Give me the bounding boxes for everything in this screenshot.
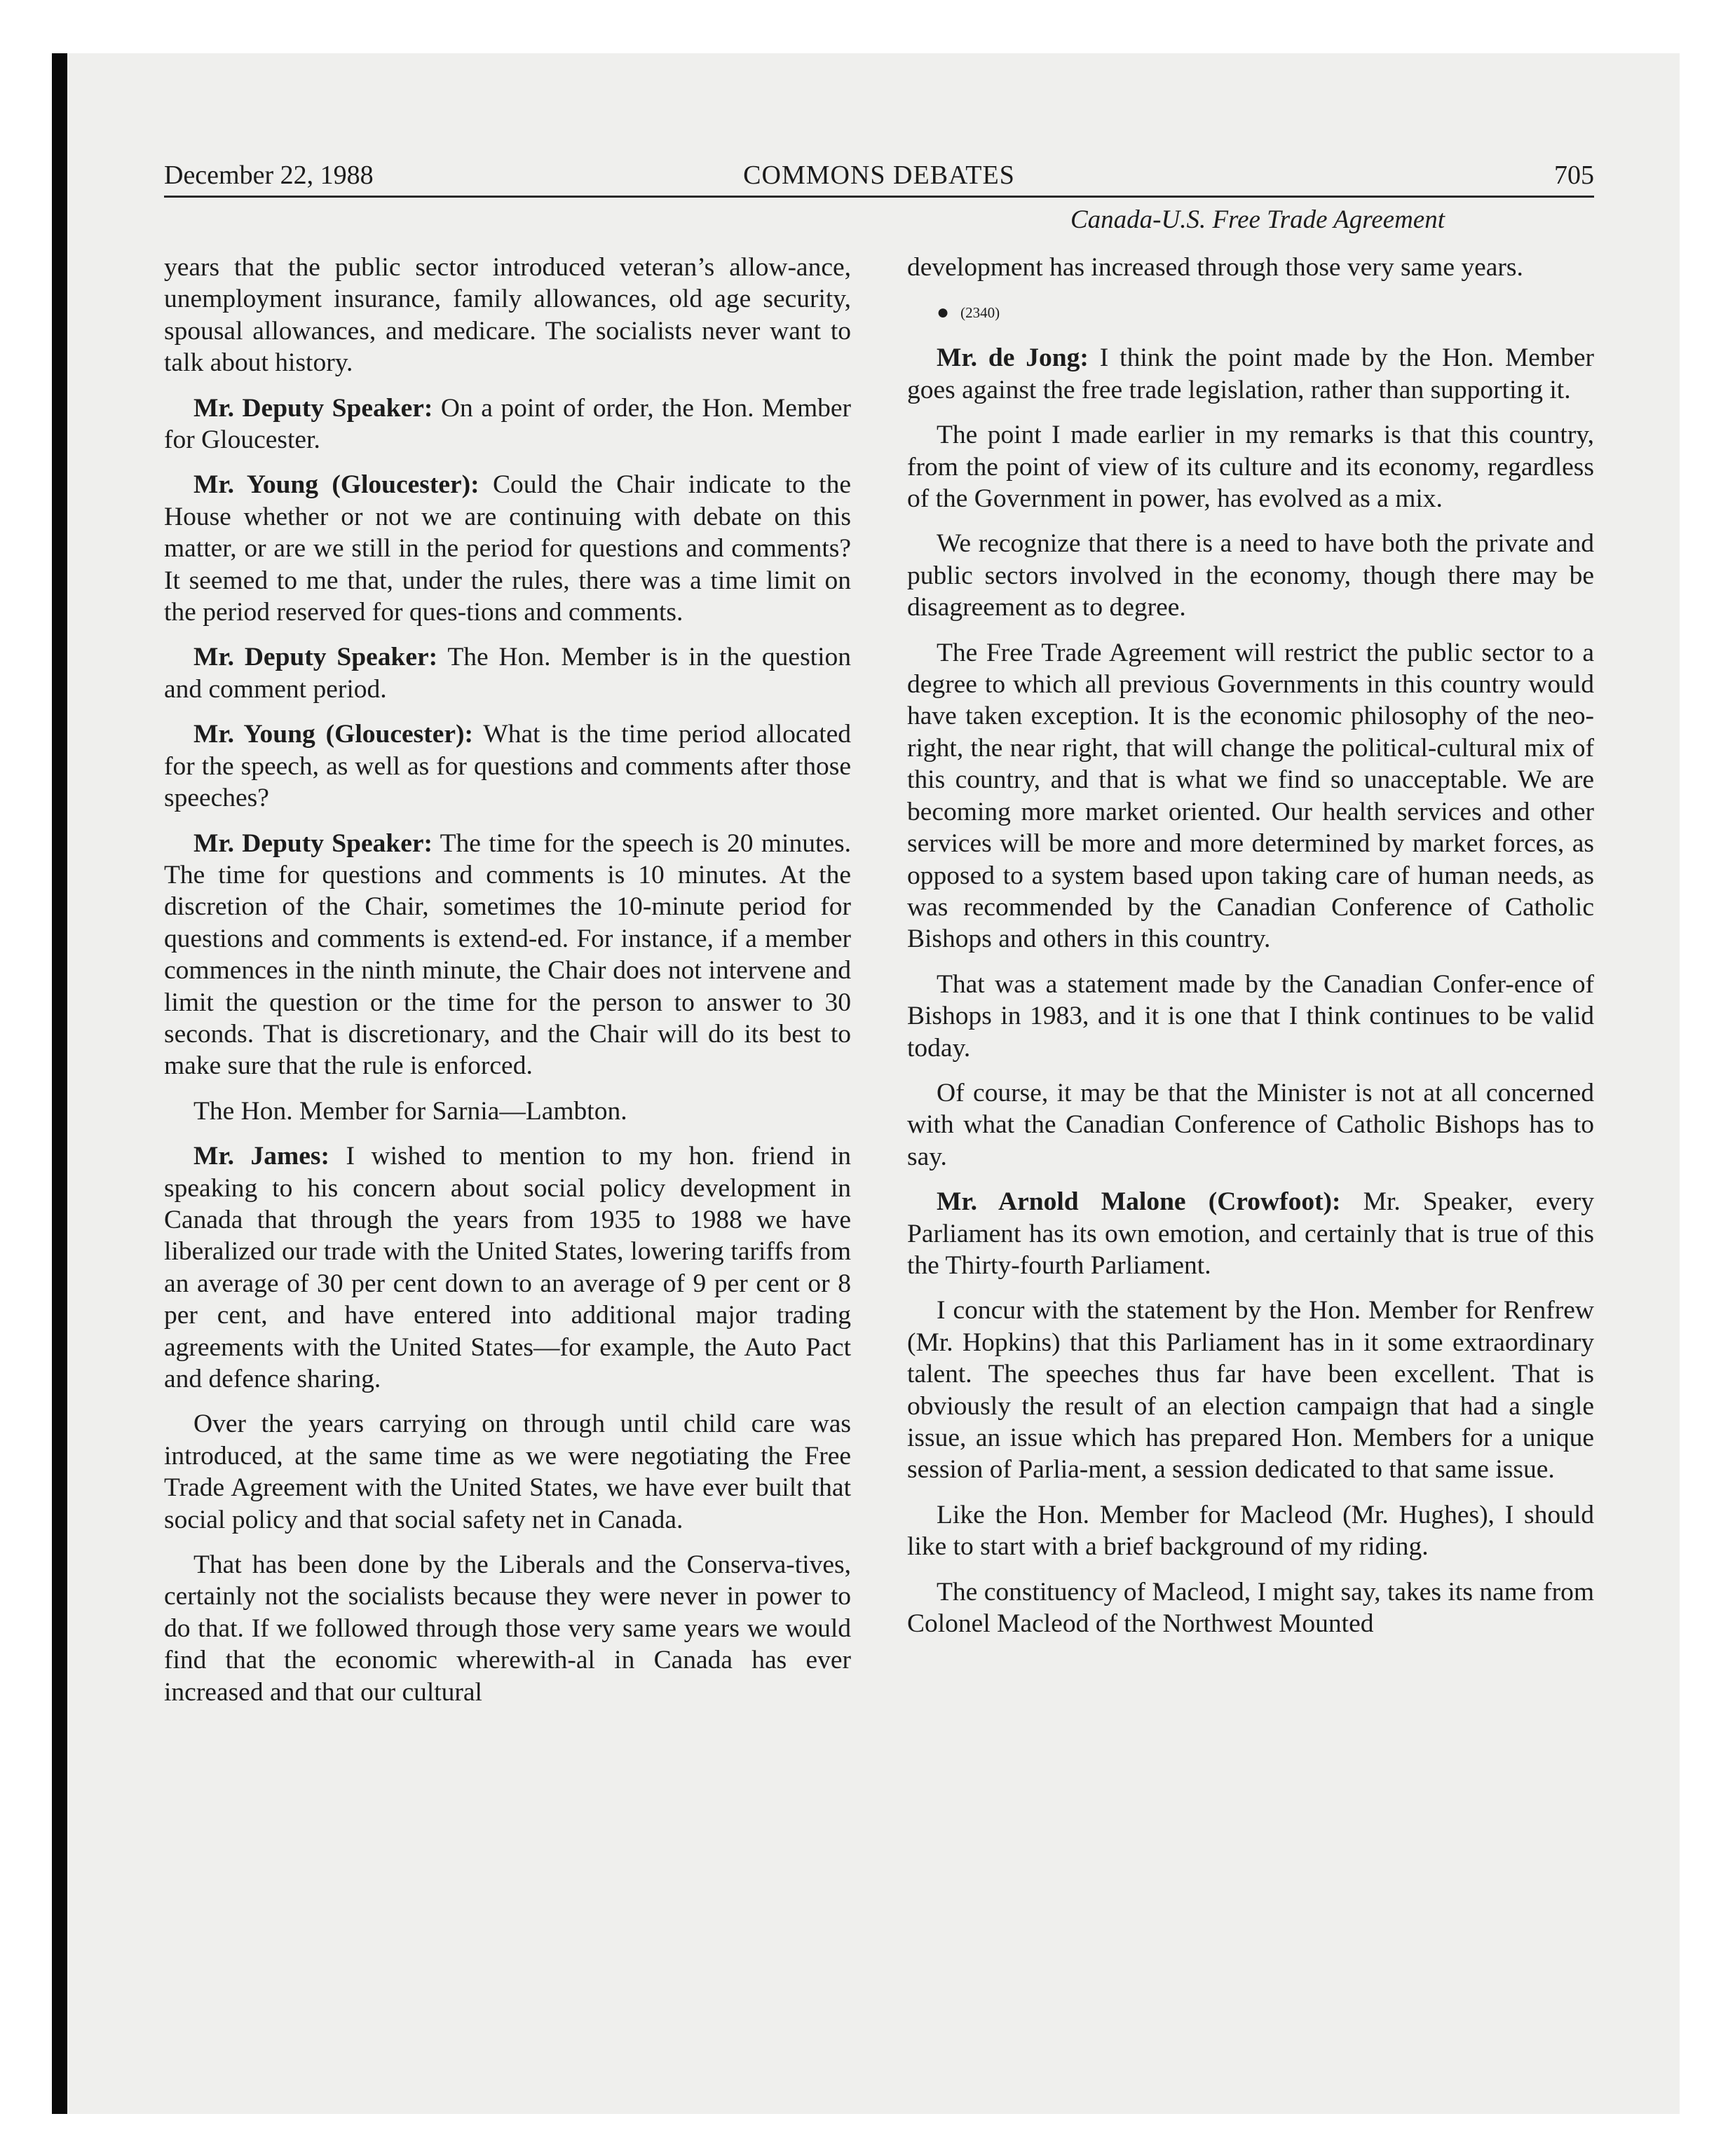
paragraph-text: The Free Trade Agreement will restrict the public sector to a degree to which all previous Governments in this country would have taken exception. It is the economic philosophy of the neo-right, the near right, that will change the political-cultural mix of this country, and that is what we find so unacceptable. We are becoming more market oriented. Our health services and other services will be more and more determined by market forces, as opposed to a system based upon taking care of human needs, as was recommended by the Canadian Conference of Catholic Bishops and others in this country.	[907, 638, 1594, 954]
speech-paragraph	[164, 469, 851, 628]
speaker-name: Mr. Young (Gloucester):	[193, 720, 473, 749]
running-head	[164, 160, 1594, 191]
paragraph-text: development has increased through those very same years.	[907, 253, 1523, 282]
speech-paragraph	[907, 342, 1594, 406]
speech-paragraph	[164, 641, 851, 705]
left-column	[164, 252, 851, 1721]
body-paragraph	[164, 1408, 851, 1536]
page-number: 705	[1554, 161, 1594, 190]
speech-paragraph	[164, 718, 851, 814]
page-body	[164, 53, 1594, 2114]
paragraph-text: What is the time period allocated for the speech, as well as for questions and comments after those speeches?	[164, 720, 852, 813]
paragraph-text: Of course, it may be that the Minister is not at all concerned with what the Canadian Conference of Catholic Bishops has to say.	[907, 1078, 1594, 1171]
time-marker	[907, 296, 1594, 329]
paragraph-text: The constituency of Macleod, I might say, takes its name from Colonel Macleod of the Northwest Mounted	[907, 1577, 1594, 1639]
paragraph-text: That has been done by the Liberals and the Conserva-tives, certainly not the socialists because they were never in power to do that. If we followed through those very same years we would find that the economic wherewith-al in Canada has ever increased and that our cultural	[164, 1550, 851, 1707]
body-paragraph	[164, 1549, 851, 1708]
body-paragraph	[907, 637, 1594, 955]
section-title: Canada-U.S. Free Trade Agreement	[1070, 205, 1445, 234]
speaker-name: Mr. Arnold Malone (Crowfoot):	[937, 1187, 1341, 1217]
body-paragraph	[907, 528, 1594, 623]
speech-paragraph	[164, 1140, 851, 1395]
paragraph-text: Could the Chair indicate to the House whether or not we are continuing with debate on this matter, or are we still in the period for questions and comments? It seemed to me that, under the rules, there was a time limit on the period reserved for ques-tions and comments.	[164, 470, 851, 627]
speaker-name: Mr. Deputy Speaker:	[193, 393, 433, 423]
body-paragraph	[907, 252, 1594, 283]
paragraph-text: I concur with the statement by the Hon. Member for Renfrew (Mr. Hopkins) that this Parliament has in it some extraordinary talent. The speeches thus far have been excellent. That is obviously the result of an election campaign that had a single issue, an issue which has prepared Hon. Members for a unique session of Parlia-ment, a session dedicated to that same issue.	[907, 1296, 1594, 1485]
body-paragraph	[907, 969, 1594, 1064]
header-date: December 22, 1988	[164, 161, 374, 190]
header-rule	[164, 196, 1594, 198]
body-paragraph	[907, 1576, 1594, 1640]
paragraph-text: The point I made earlier in my remarks is that this country, from the point of view of its culture and its economy, regardless of the Government in power, has evolved as a mix.	[907, 421, 1594, 514]
paragraph-text: On a point of order, the Hon. Member for Gloucester.	[164, 393, 851, 455]
binding-edge	[52, 53, 67, 2114]
speaker-name: Mr. Young (Gloucester):	[193, 470, 479, 500]
paragraph-text: Like the Hon. Member for Macleod (Mr. Hughes), I should like to start with a brief background of my riding.	[907, 1500, 1594, 1562]
paragraph-text: The Hon. Member for Sarnia—Lambton.	[193, 1096, 627, 1126]
paragraph-text: years that the public sector introduced veteran’s allow-ance, unemployment insurance, family allowances, old age security, spousal allowances, and medicare. The socialists never want to talk about history.	[164, 253, 851, 378]
speaker-name: Mr. James:	[193, 1142, 329, 1171]
speech-paragraph	[907, 1186, 1594, 1281]
speaker-name: Mr. Deputy Speaker:	[193, 828, 433, 858]
paragraph-text: Over the years carrying on through until child care was introduced, at the same time as we were negotiating the Free Trade Agreement with the United States, we have ever built that social policy and that social safety net in Canada.	[164, 1410, 851, 1534]
paragraph-text: The Hon. Member is in the question and comment period.	[164, 643, 852, 704]
paragraph-text: I think the point made by the Hon. Member goes against the free trade legislation, rather than supporting it.	[907, 343, 1594, 404]
speaker-name: Mr. de Jong:	[937, 343, 1089, 373]
body-paragraph	[164, 1096, 851, 1127]
body-paragraph	[907, 1499, 1594, 1563]
paragraph-text: The time for the speech is 20 minutes. The time for questions and comments is 10 minutes. At the discretion of the Chair, sometimes the 10-minute period for questions and comments is extend-ed. For instance, if a member commences in the ninth minute, the Chair does not intervene and limit the question or the time for the person to answer to 30 seconds. That is discretionary, and the Chair will do its best to make sure that the rule is enforced.	[164, 828, 851, 1081]
body-paragraph	[907, 1295, 1594, 1485]
paragraph-text: Mr. Speaker, every Parliament has its own emotion, and certainly that is true of this the Thirty-fourth Parliament.	[907, 1187, 1594, 1280]
bullet-icon: ●	[937, 301, 950, 325]
time-marker-text: (2340)	[960, 304, 1000, 322]
right-column	[907, 252, 1594, 1653]
paragraph-text: That was a statement made by the Canadian Confer-ence of Bishops in 1983, and it is one that I think continues to be valid today.	[907, 969, 1594, 1063]
paragraph-text: We recognize that there is a need to have both the private and public sectors involved in the economy, though there may be disagreement as to degree.	[907, 529, 1594, 622]
body-paragraph	[907, 419, 1594, 514]
paragraph-text: I wished to mention to my hon. friend in speaking to his concern about social policy development in Canada that through the years from 1935 to 1988 we have liberalized our trade with the United States, lowering tariffs from an average of 30 per cent down to an average of 9 per cent or 8 per cent, and have entered into additional major trading agreements with the United States—for example, the Auto Pact and defence sharing.	[164, 1142, 852, 1393]
speech-paragraph	[164, 828, 851, 1082]
body-paragraph	[164, 252, 851, 379]
speech-paragraph	[164, 393, 851, 456]
header-title: COMMONS DEBATES	[743, 161, 1015, 190]
body-paragraph	[907, 1077, 1594, 1173]
scanned-page	[52, 53, 1680, 2114]
speaker-name: Mr. Deputy Speaker:	[193, 643, 438, 672]
